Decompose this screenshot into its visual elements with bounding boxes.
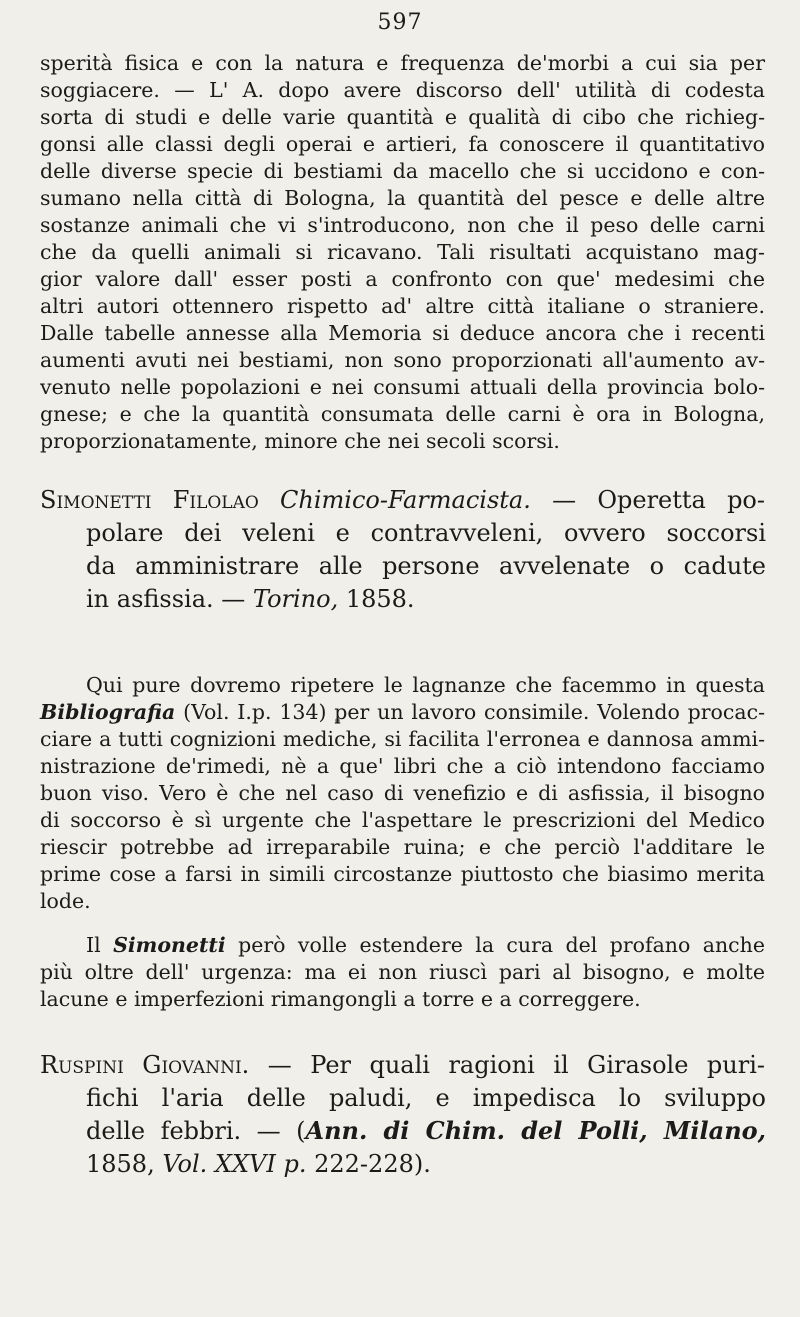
entry-pages: 222-228). [314,1150,431,1178]
text-line: sumano nella città di Bologna, la quantità del pesce e delle altre [40,186,765,210]
text-line: ciare a tutti cognizioni mediche, si facilita l'erronea e dannosa ammi- [40,727,765,751]
entry-citation-line [86,1149,766,1179]
text-line: sperità fisica e con la natura e frequenza de'morbi a cui sia per [40,51,765,75]
text-line: gonsi alle classi degli operai e artieri, fa conoscere il quantitativo [40,132,765,156]
text-line: più oltre dell' urgenza: ma ei non riuscì pari al bisogno, e molte [40,960,765,984]
entry-title-start: — Operetta po- [552,486,765,514]
text-fragment: Il [86,933,101,957]
text-fragment: però volle estendere la cura del profano anche [238,933,765,957]
text-line: venuto nelle popolazioni e nei consumi attuali della provincia bolo- [40,375,765,399]
entry-title-line [86,1116,766,1146]
text-line [86,932,765,958]
text-line: lacune e imperfezioni rimangongli a torre e a correggere. [40,987,641,1011]
text-fragment: (Vol. I.p. 134) per un lavoro consimile. Volendo procac- [183,700,765,724]
text-line: aumenti avuti nei bestiami, non sono proporzionati all'aumento av- [40,348,765,372]
entry-author-title: Chimico-Farmacista. [280,486,531,514]
text-line: proporzionatamente, minore che nei secoli scorsi. [40,429,560,453]
page-number: 597 [377,10,423,35]
text-line: prime cose a farsi in simili circostanze piuttosto che biasimo merita [40,862,765,886]
entry-title-line: da amministrare alle persone avvelenate o cadute [86,552,766,580]
entry-author: Ruspini Giovanni. [40,1051,250,1079]
entry-volume: Vol. XXVI p. [162,1150,307,1178]
entry-title-end: delle febbri. — ( [86,1117,306,1145]
text-line: lode. [40,889,91,913]
entry-title-line: fichi l'aria delle paludi, e impedisca lo sviluppo [86,1084,766,1112]
text-line: nistrazione de'rimedi, nè a que' libri che a ciò intendono facciamo [40,754,765,778]
text-line: altri autori ottennero rispetto ad' altre città italiane o straniere. [40,294,765,318]
text-line: sorta di studi e delle varie quantità e qualità di cibo che richieg- [40,105,765,129]
entry-title-start: — Per quali ragioni il Girasole puri- [267,1051,765,1079]
text-line: di soccorso è sì urgente che l'aspettare le prescrizioni del Medico [40,808,765,832]
entry-title-end: in asfissia. — [86,585,246,613]
entry-title-line [86,584,766,614]
text-line: soggiacere. — L' A. dopo avere discorso dell' utilità di codesta [40,78,765,102]
text-line: che da quelli animali si ricavano. Tali risultati acquistano mag- [40,240,765,264]
text-line: sostanze animali che vi s'introducono, non che il peso delle carni [40,213,765,237]
text-line: buon viso. Vero è che nel caso di venefizio e di asfissia, il bisogno [40,781,765,805]
entry-author: Simonetti Filolao [40,486,259,514]
text-line: gnese; e che la quantità consumata delle carni è ora in Bologna, [40,402,765,426]
text-line: Qui pure dovremo ripetere le lagnanze che facemmo in questa [86,673,765,697]
text-line: riescir potrebbe ad irreparabile ruina; e che perciò l'additare le [40,835,765,859]
entry-journal: Ann. di Chim. del Polli, Milano, [305,1116,767,1145]
entry-heading-line [40,485,765,515]
text-line: Dalle tabelle annesse alla Memoria si deduce ancora che i recenti [40,321,765,345]
entry-place: Torino, [252,585,339,613]
italic-simonetti: Simonetti [113,933,226,957]
text-line: delle diverse specie di bestiami da macello che si uccidono e con- [40,159,765,183]
italic-bibliografia: Bibliografia [40,700,176,724]
entry-year: 1858. [345,585,415,613]
text-line [40,699,765,725]
text-line: gior valore dall' esser posti a confronto con que' medesimi che [40,267,765,291]
entry-heading-line [40,1050,765,1080]
entry-title-line: polare dei veleni e contravveleni, ovvero soccorsi [86,519,766,547]
entry-year: 1858, [86,1150,155,1178]
